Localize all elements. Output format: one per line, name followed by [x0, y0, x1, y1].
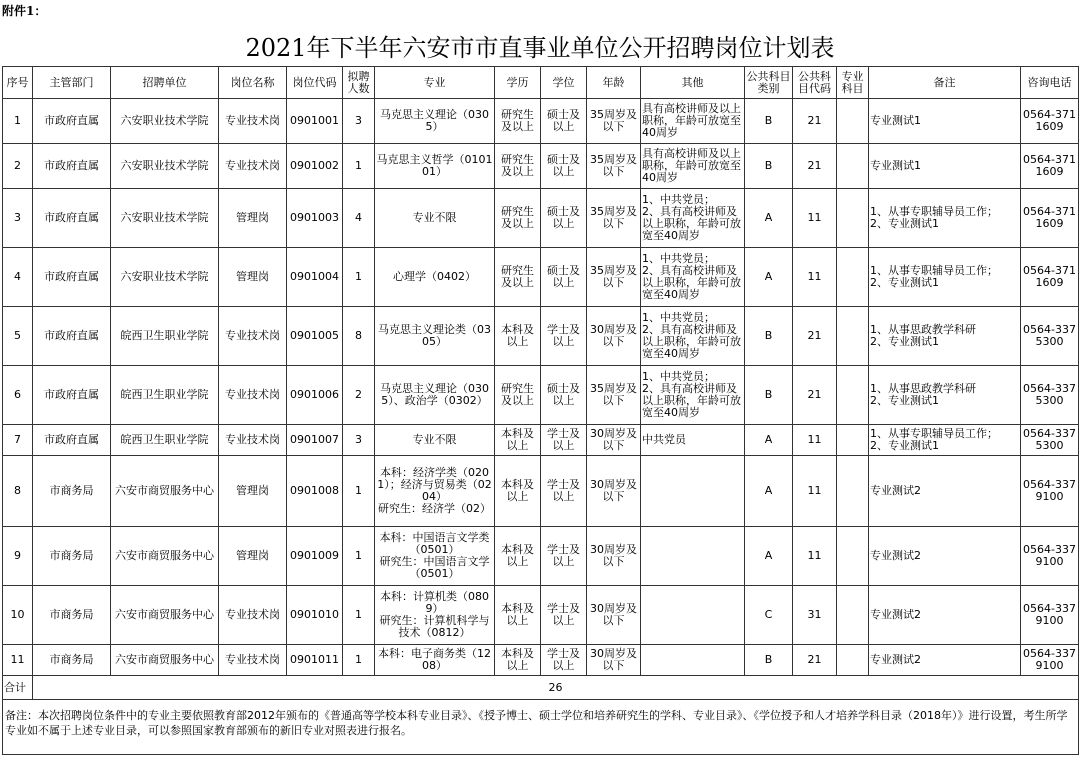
- table-cell: 8: [3, 456, 33, 527]
- table-row: [3, 366, 1079, 425]
- table-cell: 六安市商贸服务中心: [111, 456, 219, 527]
- table-row: [3, 645, 1079, 676]
- table-cell: 研究生及以上: [495, 99, 541, 144]
- table-cell: 专业测试1: [869, 99, 1021, 144]
- header-cell: 岗位代码: [287, 67, 343, 99]
- header-cell: 拟聘人数: [343, 67, 375, 99]
- table-cell: [837, 645, 869, 676]
- table-cell: A: [745, 425, 793, 456]
- table-cell: 六安职业技术学院: [111, 144, 219, 189]
- table-cell: 1: [343, 645, 375, 676]
- table-cell: 11: [3, 645, 33, 676]
- table-row: [3, 425, 1079, 456]
- header-cell: 咨询电话: [1021, 67, 1079, 99]
- table-cell: 市商务局: [33, 456, 111, 527]
- header-cell: 备注: [869, 67, 1021, 99]
- table-cell: 马克思主义理论（0305）、政治学（0302）: [375, 366, 495, 425]
- table-cell: 30周岁及以下: [587, 645, 641, 676]
- table-cell: 30周岁及以下: [587, 425, 641, 456]
- table-row: [3, 307, 1079, 366]
- table-cell: 0901005: [287, 307, 343, 366]
- table-cell: 0564-3379100: [1021, 527, 1079, 586]
- table-cell: 11: [793, 189, 837, 248]
- table-cell: 皖西卫生职业学院: [111, 307, 219, 366]
- table-cell: 市政府直属: [33, 189, 111, 248]
- table-cell: A: [745, 456, 793, 527]
- table-cell: 管理岗: [219, 248, 287, 307]
- table-cell: 0901008: [287, 456, 343, 527]
- table-cell: 专业测试2: [869, 456, 1021, 527]
- table-cell: 学士及以上: [541, 586, 587, 645]
- table-cell: 皖西卫生职业学院: [111, 366, 219, 425]
- table-cell: 1: [343, 456, 375, 527]
- table-cell: [837, 144, 869, 189]
- table-cell: 0564-3379100: [1021, 586, 1079, 645]
- table-cell: 管理岗: [219, 527, 287, 586]
- table-cell: 市政府直属: [33, 366, 111, 425]
- table-row: [3, 527, 1079, 586]
- table-cell: A: [745, 248, 793, 307]
- table-cell: 管理岗: [219, 189, 287, 248]
- table-body: [3, 67, 1079, 755]
- table-cell: 市政府直属: [33, 99, 111, 144]
- table-cell: 0901010: [287, 586, 343, 645]
- table-cell: B: [745, 144, 793, 189]
- table-cell: 六安市商贸服务中心: [111, 527, 219, 586]
- table-cell: 0564-3379100: [1021, 645, 1079, 676]
- table-cell: 专业不限: [375, 189, 495, 248]
- table-cell: 0564-3375300: [1021, 366, 1079, 425]
- table-cell: 21: [793, 366, 837, 425]
- table-cell: 0901003: [287, 189, 343, 248]
- table-cell: 市商务局: [33, 586, 111, 645]
- table-cell: [837, 248, 869, 307]
- total-label: 合计: [3, 676, 33, 700]
- table-cell: 1: [343, 144, 375, 189]
- table-cell: 专业技术岗: [219, 645, 287, 676]
- table-cell: 31: [793, 586, 837, 645]
- table-cell: 本科及以上: [495, 645, 541, 676]
- table-cell: 六安职业技术学院: [111, 99, 219, 144]
- table-cell: 专业技术岗: [219, 586, 287, 645]
- table-cell: 专业技术岗: [219, 366, 287, 425]
- table-cell: 21: [793, 307, 837, 366]
- table-cell: 10: [3, 586, 33, 645]
- table-cell: 马克思主义哲学（010101）: [375, 144, 495, 189]
- table-row: [3, 99, 1079, 144]
- table-row: [3, 144, 1079, 189]
- table-cell: A: [745, 189, 793, 248]
- table-cell: 市商务局: [33, 527, 111, 586]
- table-cell: 8: [343, 307, 375, 366]
- header-cell: 主管部门: [33, 67, 111, 99]
- table-cell: 1、从事专职辅导员工作； 2、专业测试1: [869, 425, 1021, 456]
- table-cell: 1、中共党员； 2、具有高校讲师及以上职称，年龄可放宽至40周岁: [641, 366, 745, 425]
- table-cell: [837, 189, 869, 248]
- table-cell: 皖西卫生职业学院: [111, 425, 219, 456]
- table-cell: 11: [793, 527, 837, 586]
- table-cell: 4: [3, 248, 33, 307]
- table-cell: 35周岁及以下: [587, 99, 641, 144]
- table-cell: 9: [3, 527, 33, 586]
- table-cell: 0564-3711609: [1021, 99, 1079, 144]
- table-cell: 11: [793, 425, 837, 456]
- table-cell: 1: [343, 586, 375, 645]
- table-cell: 学士及以上: [541, 527, 587, 586]
- table-cell: 3: [3, 189, 33, 248]
- attachment-label: 附件1：: [2, 4, 47, 18]
- table-cell: 3: [343, 99, 375, 144]
- header-cell: 公共科目代码: [793, 67, 837, 99]
- table-cell: 专业测试1: [869, 144, 1021, 189]
- table-cell: 11: [793, 456, 837, 527]
- table-cell: 1: [343, 527, 375, 586]
- table-cell: 30周岁及以下: [587, 586, 641, 645]
- table-cell: 1、中共党员； 2、具有高校讲师及以上职称，年龄可放宽至40周岁: [641, 248, 745, 307]
- table-cell: 管理岗: [219, 456, 287, 527]
- table-cell: 专业技术岗: [219, 144, 287, 189]
- table-cell: 4: [343, 189, 375, 248]
- table-cell: 硕士及以上: [541, 366, 587, 425]
- table-cell: 六安职业技术学院: [111, 248, 219, 307]
- table-cell: [837, 366, 869, 425]
- total-value: 26: [33, 676, 1079, 700]
- table-cell: 0901007: [287, 425, 343, 456]
- table-cell: 2: [3, 144, 33, 189]
- table-cell: 1、中共党员； 2、具有高校讲师及以上职称，年龄可放宽至40周岁: [641, 307, 745, 366]
- table-cell: 21: [793, 144, 837, 189]
- table-cell: 中共党员: [641, 425, 745, 456]
- table-cell: 本科及以上: [495, 527, 541, 586]
- table-cell: 本科及以上: [495, 456, 541, 527]
- table-cell: 六安职业技术学院: [111, 189, 219, 248]
- table-cell: 30周岁及以下: [587, 456, 641, 527]
- table-cell: [641, 645, 745, 676]
- table-cell: 马克思主义理论类（0305）: [375, 307, 495, 366]
- table-cell: 专业测试2: [869, 586, 1021, 645]
- table-cell: 1: [343, 248, 375, 307]
- table-cell: 本科及以上: [495, 425, 541, 456]
- note-row: [3, 700, 1079, 755]
- table-cell: 1、从事思政教学科研 2、专业测试1: [869, 307, 1021, 366]
- table-cell: 35周岁及以下: [587, 189, 641, 248]
- table-cell: B: [745, 307, 793, 366]
- header-cell: 公共科目类别: [745, 67, 793, 99]
- table-cell: 本科：经济学类（0201）；经济与贸易类（0204） 研究生：经济学（02）: [375, 456, 495, 527]
- table-cell: [837, 99, 869, 144]
- table-cell: C: [745, 586, 793, 645]
- table-cell: 心理学（0402）: [375, 248, 495, 307]
- header-cell: 其他: [641, 67, 745, 99]
- table-cell: 0901004: [287, 248, 343, 307]
- table-cell: 硕士及以上: [541, 248, 587, 307]
- header-cell: 岗位名称: [219, 67, 287, 99]
- table-row: [3, 248, 1079, 307]
- table-cell: 35周岁及以下: [587, 248, 641, 307]
- table-cell: B: [745, 99, 793, 144]
- table-cell: 21: [793, 645, 837, 676]
- table-cell: 1、从事思政教学科研 2、专业测试1: [869, 366, 1021, 425]
- header-row: [3, 67, 1079, 99]
- header-cell: 年龄: [587, 67, 641, 99]
- table-cell: 本科及以上: [495, 586, 541, 645]
- table-cell: 马克思主义理论（0305）: [375, 99, 495, 144]
- table-cell: 3: [343, 425, 375, 456]
- table-cell: 0564-3379100: [1021, 456, 1079, 527]
- table-cell: 市政府直属: [33, 425, 111, 456]
- table-cell: 1、从事专职辅导员工作； 2、专业测试1: [869, 248, 1021, 307]
- header-cell: 专业: [375, 67, 495, 99]
- table-cell: 专业技术岗: [219, 99, 287, 144]
- header-cell: 学位: [541, 67, 587, 99]
- table-cell: 0564-3711609: [1021, 144, 1079, 189]
- table-cell: 5: [3, 307, 33, 366]
- table-cell: 硕士及以上: [541, 99, 587, 144]
- table-cell: 0901001: [287, 99, 343, 144]
- table-cell: 六安市商贸服务中心: [111, 645, 219, 676]
- table-row: [3, 456, 1079, 527]
- table-cell: 1、中共党员； 2、具有高校讲师及以上职称，年龄可放宽至40周岁: [641, 189, 745, 248]
- table-cell: 市政府直属: [33, 144, 111, 189]
- table-cell: 市政府直属: [33, 248, 111, 307]
- header-cell: 专业科目: [837, 67, 869, 99]
- table-cell: A: [745, 527, 793, 586]
- table-cell: 1、从事专职辅导员工作； 2、专业测试1: [869, 189, 1021, 248]
- table-cell: 6: [3, 366, 33, 425]
- table-cell: [837, 425, 869, 456]
- table-cell: 学士及以上: [541, 456, 587, 527]
- recruitment-table: [2, 66, 1079, 755]
- header-cell: 学历: [495, 67, 541, 99]
- table-cell: 研究生及以上: [495, 366, 541, 425]
- table-cell: 研究生及以上: [495, 189, 541, 248]
- header-cell: 招聘单位: [111, 67, 219, 99]
- table-cell: [641, 456, 745, 527]
- table-cell: [641, 527, 745, 586]
- table-row: [3, 586, 1079, 645]
- table-cell: 30周岁及以下: [587, 307, 641, 366]
- table-cell: 1: [3, 99, 33, 144]
- table-cell: B: [745, 366, 793, 425]
- table-cell: 0564-3375300: [1021, 307, 1079, 366]
- table-cell: 21: [793, 99, 837, 144]
- table-cell: 11: [793, 248, 837, 307]
- table-cell: [641, 586, 745, 645]
- table-cell: 本科：电子商务类（1208）: [375, 645, 495, 676]
- table-cell: 硕士及以上: [541, 144, 587, 189]
- table-cell: 7: [3, 425, 33, 456]
- table-cell: 本科：中国语言文学类（0501） 研究生：中国语言文学（0501）: [375, 527, 495, 586]
- table-cell: 具有高校讲师及以上职称，年龄可放宽至40周岁: [641, 99, 745, 144]
- table-cell: 2: [343, 366, 375, 425]
- table-cell: 市政府直属: [33, 307, 111, 366]
- table-cell: 专业不限: [375, 425, 495, 456]
- table-cell: 0901011: [287, 645, 343, 676]
- table-cell: 35周岁及以下: [587, 144, 641, 189]
- table-cell: 专业测试2: [869, 527, 1021, 586]
- page-title: 2021年下半年六安市市直事业单位公开招聘岗位计划表: [245, 34, 835, 62]
- table-cell: 专业技术岗: [219, 425, 287, 456]
- table-cell: 35周岁及以下: [587, 366, 641, 425]
- table-cell: 市商务局: [33, 645, 111, 676]
- table-cell: [837, 307, 869, 366]
- table-cell: 0901006: [287, 366, 343, 425]
- table-cell: [837, 527, 869, 586]
- table-cell: 0901002: [287, 144, 343, 189]
- table-cell: 本科：计算机类（0809） 研究生：计算机科学与技术（0812）: [375, 586, 495, 645]
- table-cell: 专业技术岗: [219, 307, 287, 366]
- table-cell: 本科及以上: [495, 307, 541, 366]
- table-cell: 硕士及以上: [541, 189, 587, 248]
- table-cell: 具有高校讲师及以上职称，年龄可放宽至40周岁: [641, 144, 745, 189]
- table-cell: 0901009: [287, 527, 343, 586]
- table-row: [3, 189, 1079, 248]
- table-cell: 研究生及以上: [495, 248, 541, 307]
- table-cell: 研究生及以上: [495, 144, 541, 189]
- header-cell: 序号: [3, 67, 33, 99]
- table-cell: [837, 456, 869, 527]
- table-cell: 六安市商贸服务中心: [111, 586, 219, 645]
- table-cell: 0564-3711609: [1021, 189, 1079, 248]
- table-cell: 学士及以上: [541, 307, 587, 366]
- table-cell: 0564-3375300: [1021, 425, 1079, 456]
- total-row: [3, 676, 1079, 700]
- table-cell: 学士及以上: [541, 645, 587, 676]
- note-text: 备注：本次招聘岗位条件中的专业主要依照教育部2012年颁布的《普通高等学校本科专业目录》、《授予博士、硕士学位和培养研究生的学科、专业目录》、《学位授予和人才培养学科目录（2018年）》进行设置，考生所学专业如不属于上述专业目录，可以参照国家教育部颁布的新旧专业对照表进行报名。: [3, 700, 1079, 755]
- table-cell: 专业测试2: [869, 645, 1021, 676]
- table-cell: 学士及以上: [541, 425, 587, 456]
- table-cell: [837, 586, 869, 645]
- table-cell: 0564-3711609: [1021, 248, 1079, 307]
- table-cell: 30周岁及以下: [587, 527, 641, 586]
- table-cell: B: [745, 645, 793, 676]
